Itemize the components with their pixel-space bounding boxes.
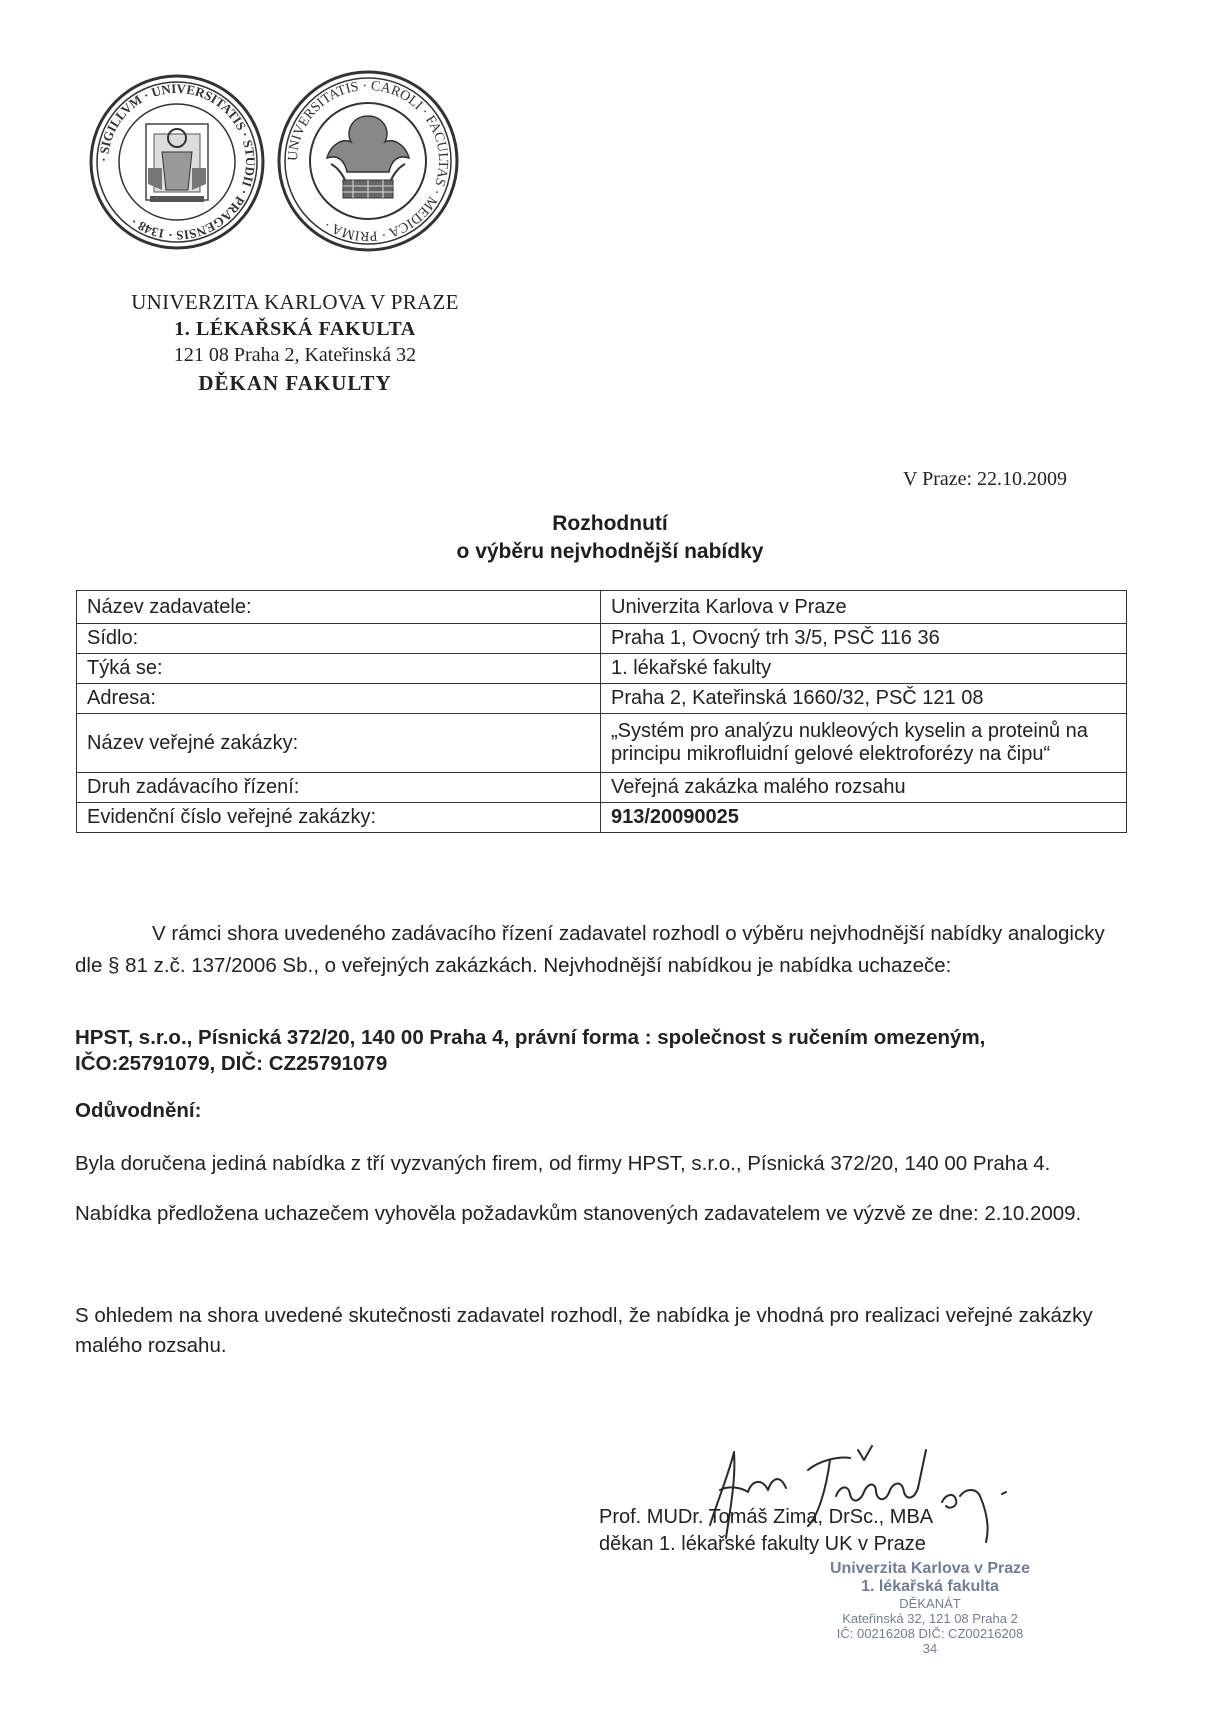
row-value: Praha 2, Kateřinská 1660/32, PSČ 121 08: [601, 684, 1127, 714]
letterhead-address: 121 08 Praha 2, Kateřinská 32: [173, 344, 417, 367]
contract-name-line2: principu mikrofluidní gelové elektroforézy na čipu“: [611, 743, 1051, 765]
intro-line2: dle § 81 z.č. 137/2006 Sb., o veřejných zakázkách. Nejvhodnější nabídkou je nabídka uchazeče:: [75, 953, 952, 977]
stamp-ids: IČ: 00216208 DIČ: CZ00216208: [836, 1625, 1024, 1641]
handwritten-signature: [690, 1430, 1050, 1550]
contract-name-line1: „Systém pro analýzu nukleových kyselin a proteinů na: [611, 720, 1088, 742]
row-key: Druh zadávacího řízení:: [77, 773, 601, 803]
stamp-address: Kateřinská 32, 121 08 Praha 2: [842, 1610, 1018, 1626]
stamp-university: Univerzita Karlova v Praze: [829, 1560, 1031, 1577]
row-key: Název zadavatele:: [77, 591, 601, 624]
winner-block: [75, 1025, 1145, 1076]
table-row: [77, 803, 1127, 833]
conclusion-line2: malého rozsahu.: [75, 1333, 227, 1357]
table-row: [77, 624, 1127, 654]
row-key: Sídlo:: [77, 624, 601, 654]
row-key: Název veřejné zakázky:: [77, 714, 601, 773]
row-key: Evidenční číslo veřejné zakázky:: [77, 803, 601, 833]
table-row: [77, 591, 1127, 624]
signatory-role: děkan 1. lékařské fakulty UK v Praze: [599, 1533, 926, 1555]
intro-paragraph: [75, 921, 1135, 978]
intro-line1: V rámci shora uvedeného zadávacího řízení zadavatel rozhodl o výběru nejvhodnější nabídky analogicky: [152, 922, 1105, 945]
row-value: [601, 714, 1127, 773]
faculty-seal-right: [273, 68, 463, 254]
reason-line2: Nabídka předložena uchazečem vyhověla požadavkům stanovených zadavatelem ve výzvě ze dne: 2.10.2009.: [75, 1202, 1082, 1225]
row-key: Adresa:: [77, 684, 601, 714]
signatory-name: Prof. MUDr. Tomáš Zima, DrSc., MBA: [599, 1506, 934, 1528]
university-seal-image: [84, 72, 270, 252]
table-row: [77, 714, 1127, 773]
row-value: 913/20090025: [601, 803, 1127, 833]
conclusion-paragraph: [75, 1303, 1145, 1358]
winner-line2: IČO:25791079, DIČ: CZ25791079: [75, 1051, 388, 1075]
row-value: Veřejná zakázka malého rozsahu: [601, 773, 1127, 803]
table-row: [77, 654, 1127, 684]
stamp-faculty: 1. lékařská fakulta: [861, 1578, 999, 1596]
stamp-office: DĚKANÁT: [899, 1595, 961, 1611]
university-seal-left: [84, 72, 270, 252]
reason-line1: Byla doručena jediná nabídka z tří vyzvaných firem, od firmy HPST, s.r.o., Písnická 372/20, 140 00 Praha 4.: [75, 1152, 1051, 1175]
winner-line1: HPST, s.r.o., Písnická 372/20, 140 00 Praha 4, právní forma : společnost s ručením omezeným,: [75, 1026, 986, 1049]
table-row: [77, 773, 1127, 803]
letterhead-faculty: 1. LÉKAŘSKÁ FAKULTA: [174, 318, 416, 341]
row-key: Týká se:: [77, 654, 601, 684]
stamp-number: 34: [922, 1640, 938, 1656]
svg-text:UNIVERSITATIS · CAROLI · FACUL: UNIVERSITATIS · CAROLI · FACULTAS · MEDICA · PRIMA ·: [285, 78, 451, 244]
letterhead-university: UNIVERZITA KARLOVA V PRAZE: [131, 290, 459, 314]
contract-info-table: [76, 590, 1127, 833]
faculty-seal-image: [273, 68, 463, 254]
row-value: Univerzita Karlova v Praze: [601, 591, 1127, 624]
decision-title-line1: Rozhodnutí: [552, 512, 668, 535]
row-value: Praha 1, Ovocný trh 3/5, PSČ 116 36: [601, 624, 1127, 654]
decision-title: [330, 512, 890, 564]
row-value: 1. lékařské fakulty: [601, 654, 1127, 684]
reason-heading: Odůvodnění:: [75, 1099, 202, 1122]
document-date: V Praze: 22.10.2009: [903, 468, 1068, 490]
decision-title-line2: o výběru nejvhodnější nabídky: [456, 540, 764, 563]
letterhead: [110, 290, 480, 396]
svg-text:· SIGILLVM · UNIVERSITATIS · S: · SIGILLVM · UNIVERSITATIS · STUDII · PRAGENSIS · 1348 ·: [95, 80, 259, 244]
official-stamp: [800, 1560, 1060, 1657]
table-row: [77, 684, 1127, 714]
conclusion-line1: S ohledem na shora uvedené skutečnosti zadavatel rozhodl, že nabídka je vhodná pro realizaci veřejné zakázky: [75, 1304, 1093, 1327]
letterhead-dean: DĚKAN FAKULTY: [198, 371, 392, 396]
